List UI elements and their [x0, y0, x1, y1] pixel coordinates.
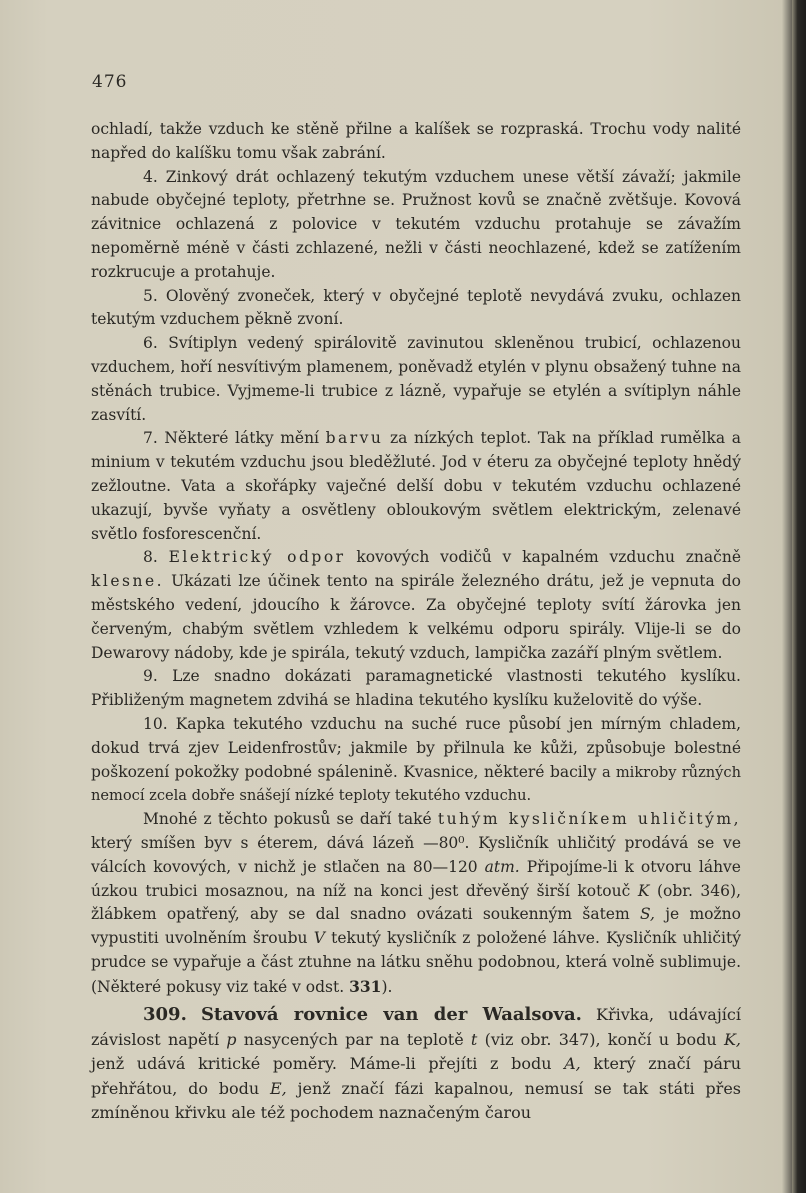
- paragraph-10: 10. Kapka tekutého vzduchu na suché ruce působí jen mírným chladem, dokud trvá zjev Leidenfrostův; jakmile by přilnula ke kůži, způsobuje bolestné poškození pokožky podobné spálenině. Kvasnice, některé bacily a mikroby různých nemocí zcela dobře snášejí nízké teploty tekutého vzduchu.: [91, 714, 741, 805]
- body-text: [91, 118, 741, 1126]
- section-number: 309.: [143, 1004, 187, 1026]
- page-number: 476: [92, 72, 128, 92]
- paragraph-9: 9. Lze snadno dokázati paramagnetické vlastnosti tekutého kyslíku. Přibliženým magnetem zdvihá se hladina tekutého kyslíku kuželovitě do výše.: [91, 667, 741, 710]
- paragraph-carbon-dioxide: Mnohé z těchto pokusů se daří také tuhým kysličníkem uhličitým, který smíšen byv s éterem, dává lázeň —80⁰. Kysličník uhličitý prodává se ve válcích kovových, v nichž je stlačen na 80—120 atm. Připojíme-li k otvoru láhve úzkou trubici mosaznou, na níž na konci jest dřevěný širší kotouč K (obr. 346), žlábkem opatřený, aby se dal snadno ovázati soukenným šatem S, je možno vypustiti uvolněním šroubu V tekutý kysličník z položené láhve. Kysličník uhličitý prudce se vypařuje a část ztuhne na látku sněhu podobnou, která volně sublimuje. (Některé pokusy viz také v odst. 331).: [91, 810, 741, 996]
- paragraph-5: 5. Olověný zvoneček, který v obyčejné teplotě nevydává zvuku, ochlazen tekutým vzduchem pěkně zvoní.: [91, 286, 741, 329]
- paragraph-6: 6. Svítiplyn vedený spirálovitě zavinutou skleněnou trubicí, ochlazenou vzduchem, hoří nesvítivým plamenem, poněvadž etylén v plynu obsažený tuhne na stěnách trubice. Vyjmeme-li trubice z lázně, vypařuje se etylén a svítiplyn náhle zasvítí.: [91, 334, 741, 424]
- paragraph-4: 4. Zinkový drát ochlazený tekutým vzduchem unese větší závaží; jakmile nabude obyčejné teploty, přetrhne se. Pružnost kovů se značně zvětšuje. Kovová závitnice ochlazená z polovice v tekutém vzduchu protahuje se závažím nepoměrně méně v části zchlazené, nežli v části neochlazené, kdež se zatížením rozkrucuje a protahuje.: [91, 167, 741, 281]
- section-309: 309. Stavová rovnice van der Waalsova. Křivka, udávající závislost napětí p nasycených par na teplotě t (viz obr. 347), končí u bodu K, jenž udává kritické poměry. Máme-li přejíti z bodu A, který značí páru přehřátou, do bodu E, jenž značí fázi kapalnou, nemusí se tak státi přes zmíněnou křivku ale též pochodem naznačeným čarou: [91, 1004, 742, 1123]
- paragraph-continued: ochladí, takže vzduch ke stěně přilne a kalíšek se rozpraská. Trochu vody nalité napřed do kalíšku tomu však zabrání.: [91, 120, 741, 162]
- section-title: Stavová rovnice van der Waalsova.: [200, 1004, 582, 1026]
- paragraph-8: 8. Elektrický odpor kovových vodičů v kapalném vzduchu značně klesne. Ukázati lze účinek tento na spirále železného drátu, jež je vepnuta do městského vedení, jdoucího k žárovce. Za obyčejné teploty svítí žárovka jen červeným, chabým světlem vzhledem k velkému odporu spirály. Vlije-li se do Dewarovy nádoby, kde je spirála, tekutý vzduch, lampička zazáří plným světlem.: [91, 548, 741, 662]
- paragraph-7: 7. Některé látky mění barvu za nízkých teplot. Tak na příklad rumělka a minium v tekutém vzduchu jsou bleděžluté. Jod v éteru za obyčejné teploty hnědý zežloutne. Vata a skořápky vaječné delší dobu v tekutém vzduchu ochlazené ukazují, byvše vyňaty a osvětleny obloukovým světlem elektrickým, zelenavé světlo fosforescenční.: [91, 429, 741, 543]
- page-edge-shadow: [792, 0, 806, 1193]
